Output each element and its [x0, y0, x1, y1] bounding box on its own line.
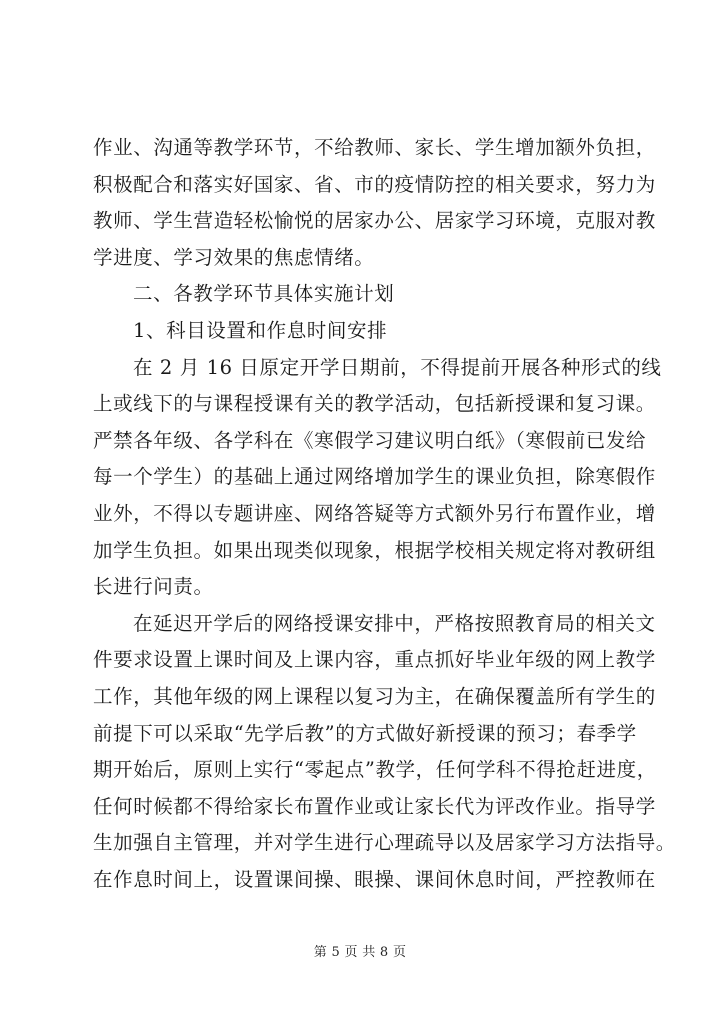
text-line: 在 2 月 16 日原定开学日期前，不得提前开展各种形式的线 [133, 355, 662, 379]
text-line: 学进度、学习效果的焦虑情绪。 [93, 245, 375, 269]
text-line: 期开始后，原则上实行“零起点”教学，任何学科不得抢赶进度， [93, 758, 657, 782]
text-line: 生加强自主管理，并对学生进行心理疏导以及居家学习方法指导。 [93, 831, 676, 855]
paragraph-online-teaching [93, 606, 676, 899]
text-line: 件要求设置上课时间及上课内容，重点抓好毕业年级的网上教学 [93, 648, 656, 672]
section-heading-text: 二、各教学环节具体实施计划 [133, 282, 395, 306]
text-line: 作业、沟通等教学环节，不给教师、家长、学生增加额外负担， [93, 136, 656, 159]
document-body [93, 130, 676, 898]
subsection-heading-text: 1、科目设置和作息时间安排 [133, 318, 388, 342]
subsection-heading [93, 313, 633, 350]
text-line: 教师、学生营造轻松愉悦的居家办公、居家学习环境，克服对教 [93, 209, 656, 233]
text-line: 严禁各年级、各学科在《寒假学习建议明白纸》（寒假前已发给 [93, 428, 647, 452]
text-line: 任何时候都不得给家长布置作业或让家长代为评改作业。指导学 [93, 794, 656, 818]
text-line: 工作，其他年级的网上课程以复习为主，在确保覆盖所有学生的 [93, 684, 656, 708]
text-line: 长进行问责。 [93, 575, 214, 599]
text-line: 在延迟开学后的网络授课安排中，严格按照教育局的相关文 [133, 611, 656, 635]
text-line: 积极配合和落实好国家、省、市的疫情防控的相关要求，努力为 [93, 172, 656, 196]
page-footer [0, 941, 720, 960]
text-line: 在作息时间上，设置课间操、眼操、课间休息时间，严控教师在 [93, 867, 656, 891]
paragraph-continuation [93, 130, 656, 276]
text-line: 加学生负担。如果出现类似现象，根据学校相关规定将对教研组 [93, 538, 656, 562]
text-line: 上或线下的与课程授课有关的教学活动，包括新授课和复习课。 [93, 392, 656, 416]
text-line: 业外，不得以专题讲座、网络答疑等方式额外另行布置作业，增 [93, 501, 656, 525]
text-line: 每一个学生）的基础上通过网络增加学生的课业负担，除寒假作 [93, 465, 656, 489]
paragraph-schedule-rules [93, 350, 662, 606]
page-number-label: 第 5 页 共 8 页 [313, 945, 407, 960]
section-heading [93, 276, 633, 313]
text-line: 前提下可以采取“先学后教”的方式做好新授课的预习；春季学 [93, 721, 637, 745]
